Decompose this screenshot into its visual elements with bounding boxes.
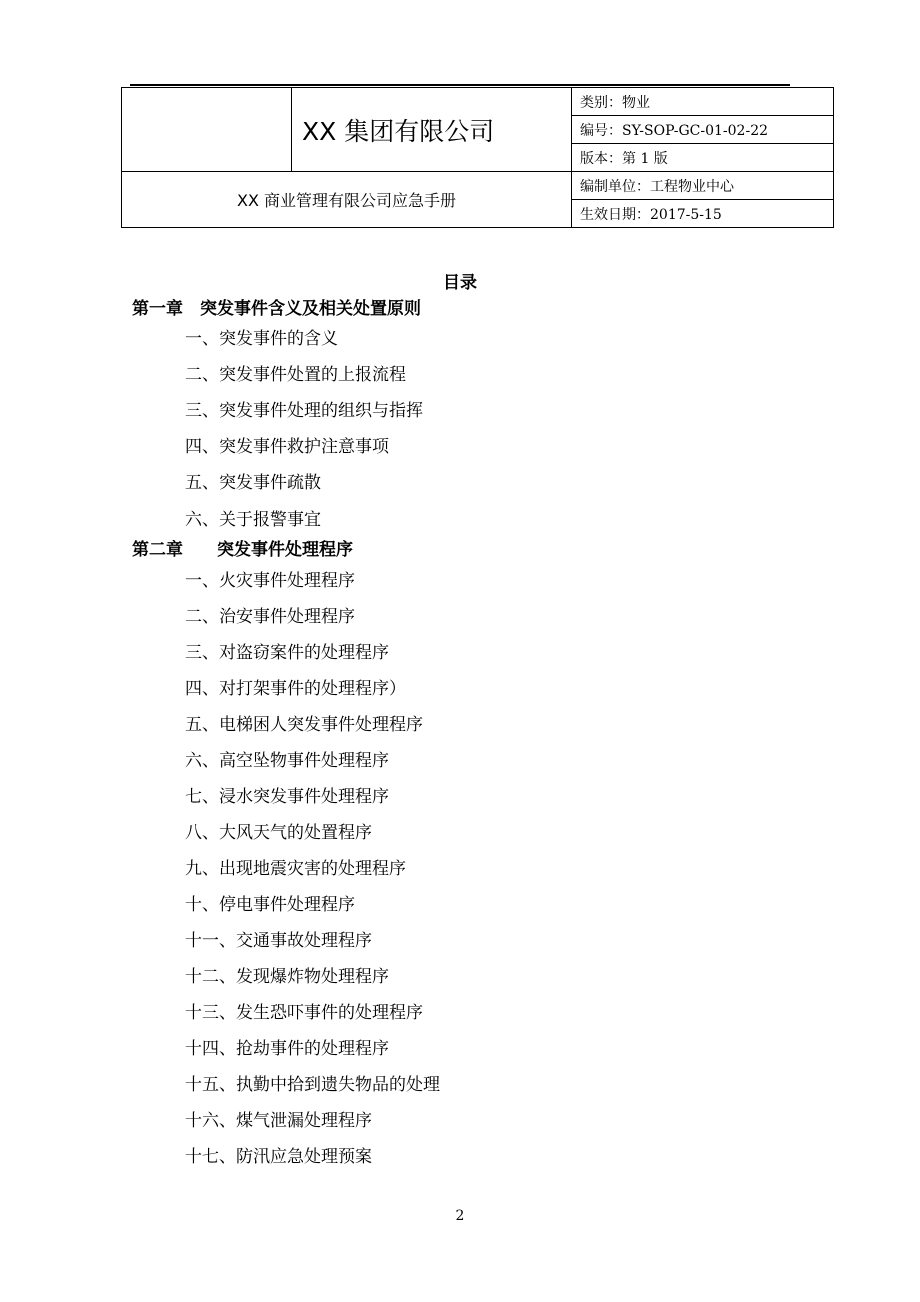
toc-item: 十七、防汛应急处理预案 <box>185 1147 372 1167</box>
toc-item: 五、电梯困人突发事件处理程序 <box>185 715 423 735</box>
toc-item: 十四、抢劫事件的处理程序 <box>185 1039 389 1059</box>
toc-item: 四、对打架事件的处理程序） <box>185 679 406 699</box>
toc-item: 六、关于报警事宜 <box>185 510 321 530</box>
toc-item: 一、火灾事件处理程序 <box>185 571 355 591</box>
compiled-by-field: 编制单位：工程物业中心 <box>572 172 834 200</box>
toc-item: 四、突发事件救护注意事项 <box>185 437 389 457</box>
toc-item: 五、突发事件疏散 <box>185 473 321 493</box>
toc-item: 十、停电事件处理程序 <box>185 895 355 915</box>
toc-item: 七、浸水突发事件处理程序 <box>185 787 389 807</box>
top-rule <box>130 84 790 86</box>
toc-item: 三、对盗窃案件的处理程序 <box>185 643 389 663</box>
toc-item: 十五、执勤中拾到遗失物品的处理 <box>185 1075 440 1095</box>
page-number: 2 <box>455 1208 465 1224</box>
toc-item: 二、治安事件处理程序 <box>185 607 355 627</box>
toc-item: 六、高空坠物事件处理程序 <box>185 751 389 771</box>
logo-cell <box>122 88 292 172</box>
toc-title: 目录 <box>443 273 477 293</box>
version-field: 版本：第 1 版 <box>572 144 834 172</box>
code-field: 编号：SY-SOP-GC-01-02-22 <box>572 116 834 144</box>
effective-date-field: 生效日期：2017-5-15 <box>572 200 834 228</box>
toc-item: 二、突发事件处置的上报流程 <box>185 365 406 385</box>
toc-item: 十二、发现爆炸物处理程序 <box>185 967 389 987</box>
company-name: XX 集团有限公司 <box>292 88 572 172</box>
manual-title: XX 商业管理有限公司应急手册 <box>122 172 572 228</box>
toc-item: 九、出现地震灾害的处理程序 <box>185 859 406 879</box>
category-field: 类别：物业 <box>572 88 834 116</box>
toc-item: 三、突发事件处理的组织与指挥 <box>185 401 423 421</box>
chapter-2-heading: 第二章 突发事件处理程序 <box>132 540 353 560</box>
toc-item: 一、突发事件的含义 <box>185 329 338 349</box>
toc-item: 八、大风天气的处置程序 <box>185 823 372 843</box>
toc-item: 十六、煤气泄漏处理程序 <box>185 1111 372 1131</box>
chapter-1-heading: 第一章 突发事件含义及相关处置原则 <box>132 299 421 319</box>
toc-item: 十一、交通事故处理程序 <box>185 931 372 951</box>
toc-item: 十三、发生恐吓事件的处理程序 <box>185 1003 423 1023</box>
document-header-table <box>121 87 834 228</box>
